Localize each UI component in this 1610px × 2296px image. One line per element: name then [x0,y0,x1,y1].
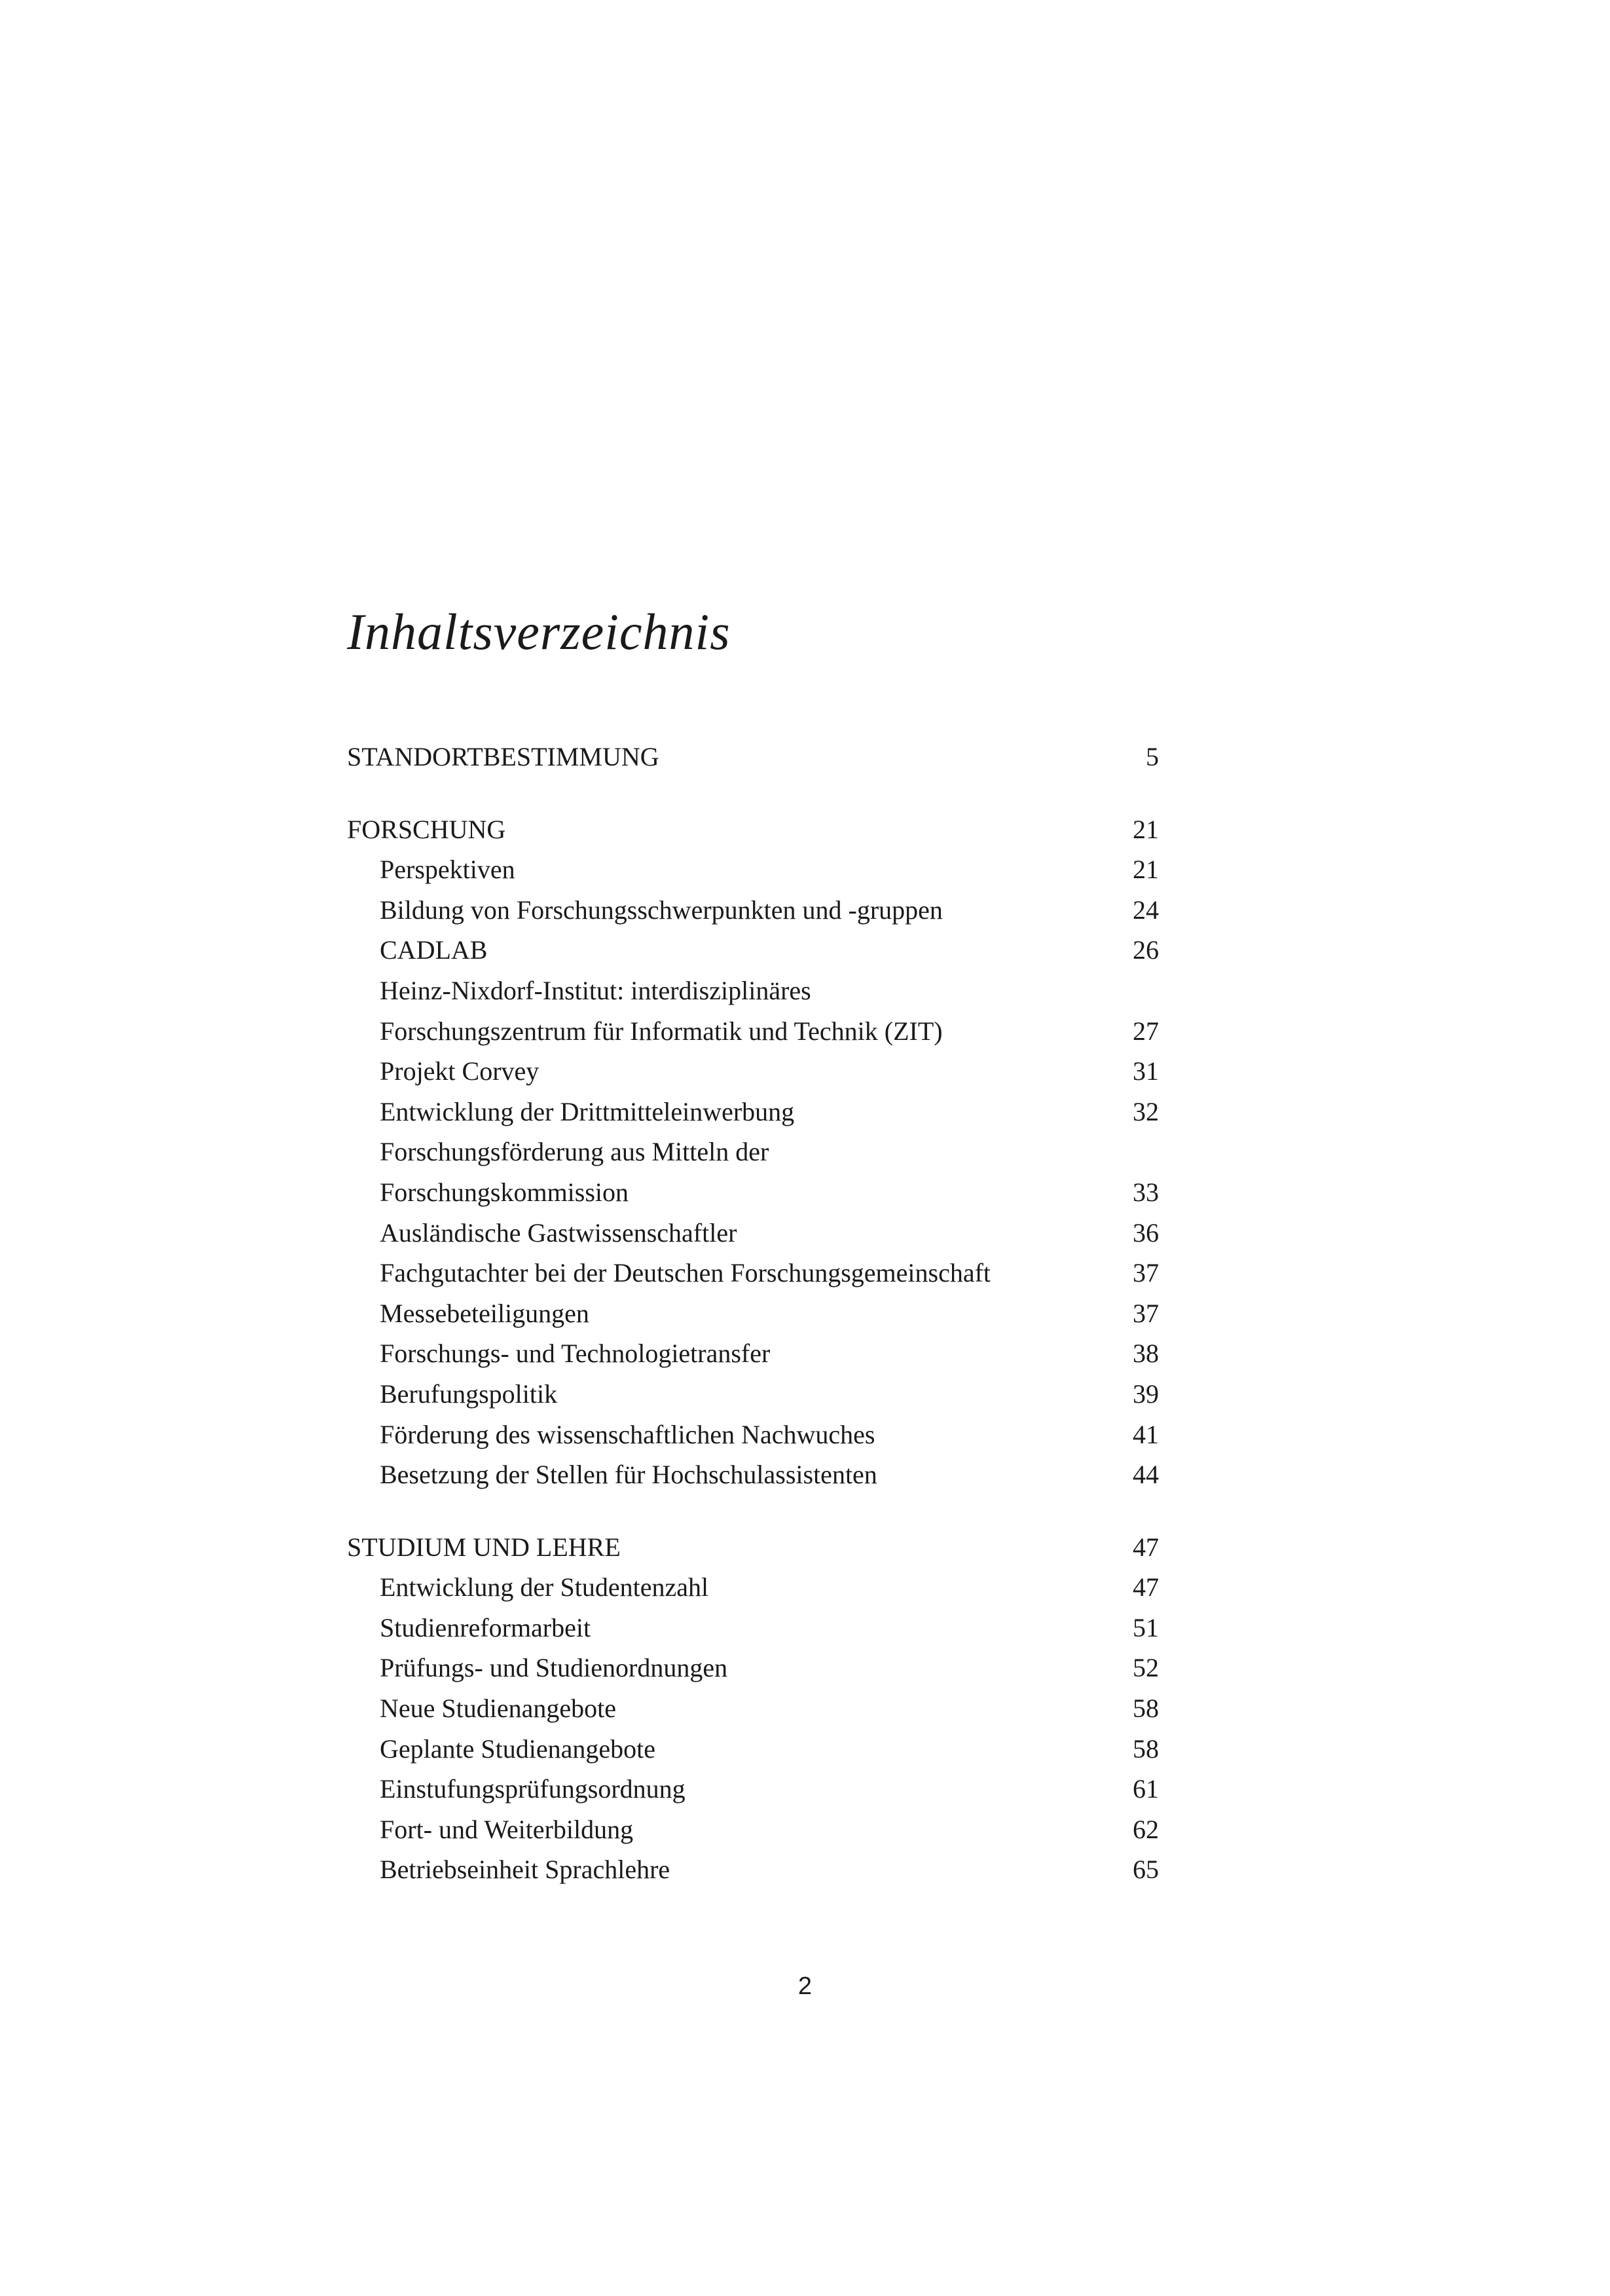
toc-entry-label: Geplante Studienangebote [380,1733,655,1764]
toc-entry-label: Messebeteiligungen [380,1298,589,1328]
toc-entry-label: Forschungs- und Technologietransfer [380,1339,771,1369]
toc-entry-label: Betriebseinheit Sprachlehre [380,1855,670,1885]
toc-entry-page: 26 [1133,935,1159,965]
toc-entry-label: Heinz-Nixdorf-Institut: interdisziplinäres [380,975,811,1005]
toc-heading-label: STUDIUM UND LEHRE [347,1532,621,1562]
toc-entry [347,1172,1159,1213]
toc-entry-label: Neue Studienangebote [380,1694,616,1724]
toc-entry-label: Projekt Corvey [380,1056,540,1086]
toc-entry [347,1648,1159,1688]
toc-section-heading [347,809,1159,850]
toc-section [347,809,1159,1495]
toc-entry-label: Forschungszentrum für Informatik und Technik (ZIT) [380,1016,943,1046]
toc-entry-label: Besetzung der Stellen für Hochschulassistenten [380,1460,877,1490]
toc-entry-page: 58 [1133,1694,1159,1724]
toc-entry-page: 41 [1133,1419,1159,1449]
toc-entry-page: 47 [1133,1572,1159,1602]
toc-entry-label: Entwicklung der Studentenzahl [380,1572,709,1602]
toc-entry [347,1567,1159,1608]
toc-entry-label: Entwicklung der Drittmitteleinwerbung [380,1096,795,1126]
toc-entry-label: Berufungspolitik [380,1379,558,1409]
toc-entry [347,1051,1159,1092]
toc-entry-page: 51 [1133,1612,1159,1642]
toc-entry-page: 36 [1133,1217,1159,1248]
toc-entry-label: CADLAB [380,935,488,965]
toc-entry-page: 37 [1133,1298,1159,1328]
toc-entry-label: Forschungsförderung aus Mitteln der [380,1137,769,1167]
toc-heading-label: STANDORTBESTIMMUNG [347,742,659,771]
toc-heading-page: 47 [1133,1532,1159,1562]
toc-entry [347,849,1159,890]
toc-section-heading [347,1527,1159,1568]
toc-heading-page: 5 [1146,742,1159,771]
toc-entry-page: 32 [1133,1096,1159,1126]
toc-entry [347,1253,1159,1293]
toc-heading-label: FORSCHUNG [347,814,506,844]
toc-entry-page: 52 [1133,1653,1159,1683]
toc-entry-label: Einstufungsprüfungsordnung [380,1774,686,1804]
toc-entry-page: 21 [1133,855,1159,885]
toc-entry-label: Fort- und Weiterbildung [380,1814,634,1844]
table-of-contents [347,737,1159,1922]
toc-entry [347,1688,1159,1729]
toc-entry [347,1608,1159,1648]
toc-entry [347,1809,1159,1850]
toc-entry-page: 33 [1133,1177,1159,1207]
toc-entry [347,1333,1159,1374]
toc-entry-page: 65 [1133,1855,1159,1885]
toc-entry-label: Forschungskommission [380,1177,629,1207]
toc-entry-page: 61 [1133,1774,1159,1804]
toc-entry [347,930,1159,971]
toc-section [347,1527,1159,1890]
toc-entry-page: 44 [1133,1460,1159,1490]
toc-entry-label: Studienreformarbeit [380,1612,591,1642]
toc-entry-page: 31 [1133,1056,1159,1086]
toc-entry [347,1011,1159,1052]
toc-entry [347,1849,1159,1890]
toc-entry [347,1769,1159,1809]
toc-entry [347,1132,1159,1172]
toc-entry-page: 39 [1133,1379,1159,1409]
toc-entry-label: Förderung des wissenschaftlichen Nachwuches [380,1419,875,1449]
toc-entry-page: 58 [1133,1733,1159,1764]
toc-entry [347,1454,1159,1495]
toc-entry-page: 24 [1133,895,1159,925]
toc-entry [347,1293,1159,1334]
toc-entry [347,1729,1159,1769]
toc-entry [347,1415,1159,1455]
page-number: 2 [797,1972,813,2000]
toc-entry-page: 27 [1133,1016,1159,1046]
toc-entry-label: Prüfungs- und Studienordnungen [380,1653,728,1683]
toc-entry-label: Fachgutachter bei der Deutschen Forschungsgemeinschaft [380,1258,991,1288]
toc-section [347,737,1159,777]
toc-entry [347,971,1159,1011]
toc-entry-page: 37 [1133,1258,1159,1288]
toc-entry-label: Bildung von Forschungsschwerpunkten und -gruppen [380,895,943,925]
toc-entry-label: Ausländische Gastwissenschaftler [380,1217,737,1248]
toc-entry [347,1092,1159,1132]
toc-entry-label: Perspektiven [380,855,515,885]
toc-heading-page: 21 [1133,814,1159,844]
toc-section-heading [347,737,1159,777]
toc-entry [347,1374,1159,1415]
toc-entry [347,1213,1159,1253]
toc-entry-page: 38 [1133,1339,1159,1369]
page-title: Inhaltsverzeichnis [347,603,731,660]
toc-entry-page: 62 [1133,1814,1159,1844]
toc-entry [347,890,1159,931]
